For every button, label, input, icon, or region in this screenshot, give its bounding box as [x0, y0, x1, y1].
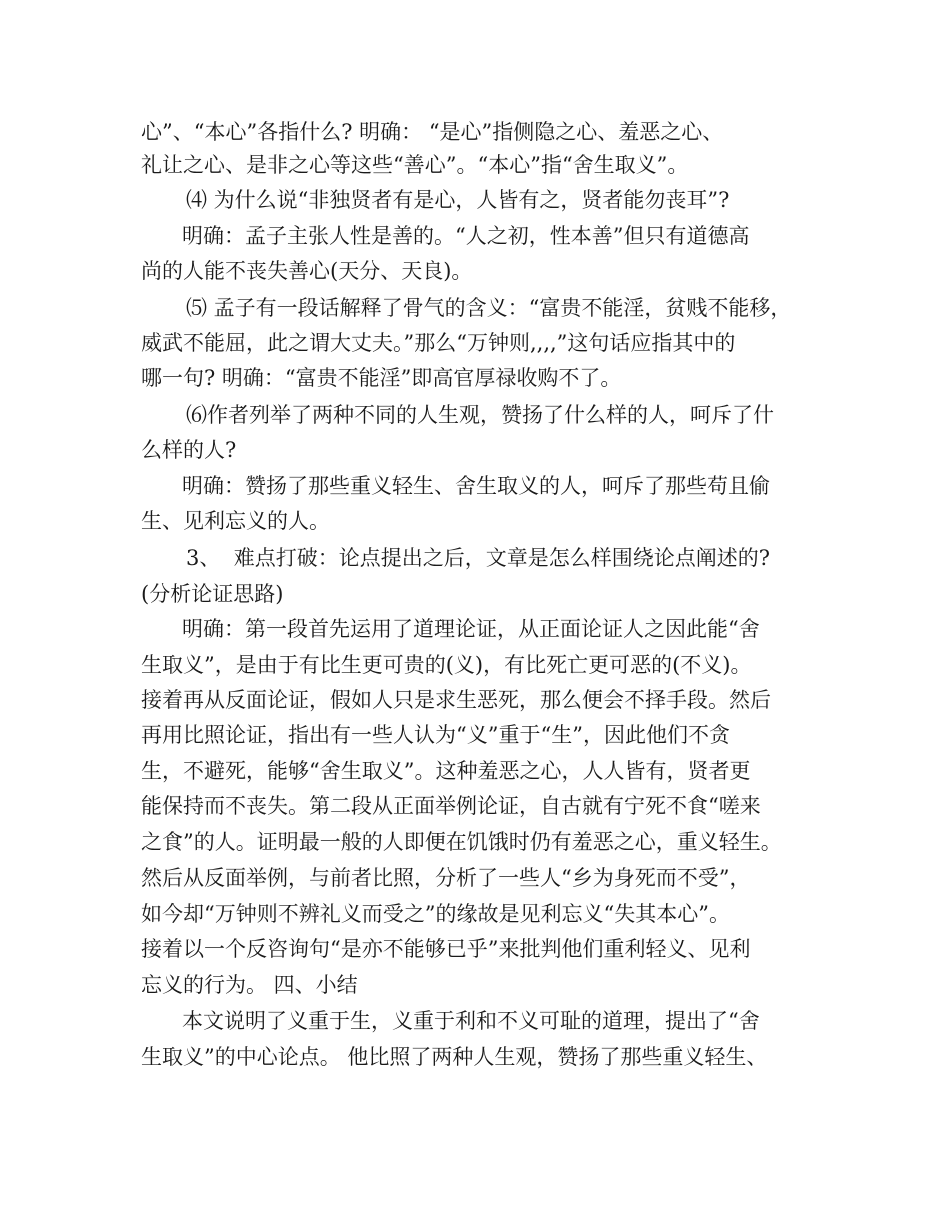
text-line: 明确：第一段首先运用了道理论证，从正面论证人之因此能“舍	[182, 617, 760, 641]
text-line: 生取义”，是由于有比生更可贵的(义)，有比死亡更可恶的(不义)。	[141, 653, 752, 677]
question-6: ⑹作者列举了两种不同的人生观，赞扬了什么样的人，呵斥了什	[186, 403, 774, 427]
text-line: 能保持而不丧失。第二段从正面举例论证，自古就有宁死不食“嗟来	[141, 794, 761, 818]
text-line: 再用比照论证，指出有一些人认为“义”重于“生”，因此他们不贪	[141, 723, 730, 747]
text-line: 接着以一个反咨询句“是亦不能够已乎”来批判他们重利轻义、见利	[141, 937, 751, 961]
text-line: 威武不能屈，此之谓大丈夫。”那么“万钟则,,,,”这句话应指其中的	[141, 331, 736, 355]
text-line: (分析论证思路)	[141, 582, 284, 606]
summary-line: 本文说明了义重于生，义重于利和不义可耻的道理，提出了“舍	[182, 1009, 760, 1033]
text-line-section-4: 忘义的行为。 四、小结	[141, 973, 358, 997]
text-line: 然后从反面举例，与前者比照，分析了一些人“乡为身死而不受”，	[141, 866, 751, 890]
text-line: 么样的人?	[141, 438, 237, 462]
text-line: 生，不避死，能够“舍生取义”。这种羞恶之心，人人皆有，贤者更	[141, 759, 751, 783]
text-line: 生、见利忘义的人。	[141, 509, 330, 533]
text-line: 心”、“本心”各指什么? 明确： “是心”指侧隐之心、羞恶之心、	[141, 120, 724, 144]
text-line: 接着再从反面论证，假如人只是求生恶死，那么便会不择手段。然后	[141, 688, 771, 712]
text-line: 尚的人能不丧失善心(天分、天良)。	[141, 259, 473, 283]
text-line: 明确：赞扬了那些重义轻生、舍生取义的人，呵斥了那些苟且偷	[182, 474, 770, 498]
text-line: 明确：孟子主张人性是善的。“人之初，性本善”但只有道德高	[182, 224, 750, 248]
text-line: 礼让之心、是非之心等这些“善心”。“本心”指“舍生取义”。	[141, 153, 689, 177]
summary-line: 生取义”的中心论点。 他比照了两种人生观，赞扬了那些重义轻生、	[141, 1045, 768, 1069]
text-line: 如今却“万钟则不辨礼义而受之”的缘故是见利忘义“失其本心”。	[141, 902, 730, 926]
text-line: 之食”的人。证明最一般的人即便在饥饿时仍有羞恶之心，重义轻生。	[141, 830, 782, 854]
section-3-heading: 3、 难点打破：论点提出之后，文章是怎么样围绕论点阐述的?	[186, 546, 770, 570]
question-4: ⑷ 为什么说“非独贤者有是心，人皆有之，贤者能勿丧耳”?	[186, 188, 730, 212]
question-5: ⑸ 孟子有一段话解释了骨气的含义：“富贵不能淫，贫贱不能移，	[186, 296, 792, 320]
text-line: 哪一句? 明确：“富贵不能淫”即高官厚禄收购不了。	[141, 366, 622, 390]
